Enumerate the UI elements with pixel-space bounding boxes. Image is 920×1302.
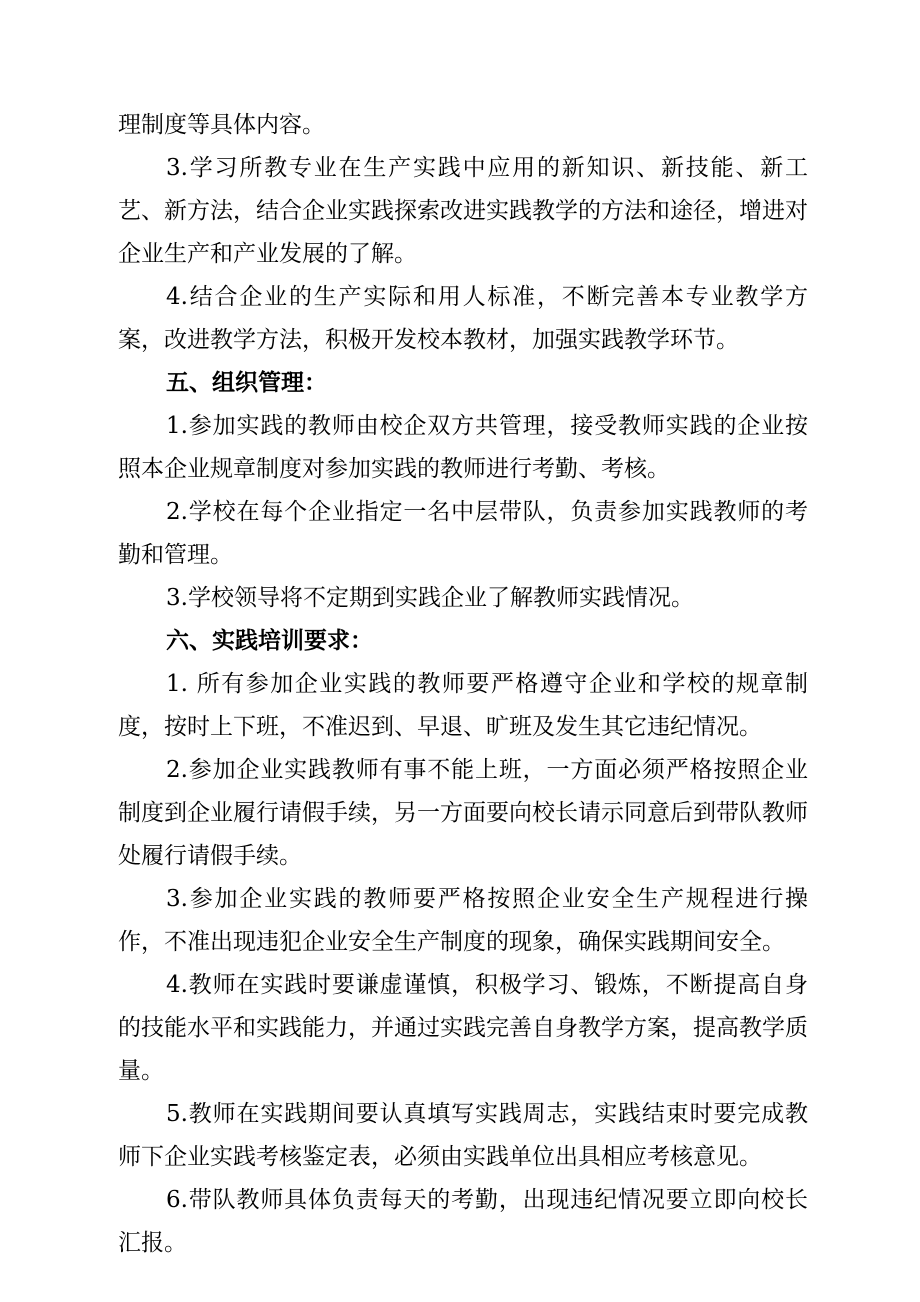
paragraph-req-item-6: 6.带队教师具体负责每天的考勤，出现违纪情况要立即向校长汇报。 bbox=[118, 1187, 808, 1256]
paragraph-req-item-1: 1. 所有参加企业实践的教师要严格遵守企业和学校的规章制度，按时上下班，不准迟到、早退、旷班及发生其它违纪情况。 bbox=[118, 671, 808, 740]
paragraph-req-item-5: 5.教师在实践期间要认真填写实践周志，实践结束时要完成教师下企业实践考核鉴定表，必须由实践单位出具相应考核意见。 bbox=[118, 1101, 808, 1170]
paragraph-req-item-2: 2.参加企业实践教师有事不能上班，一方面必须严格按照企业制度到企业履行请假手续，另一方面要向校长请示同意后到带队教师处履行请假手续。 bbox=[118, 757, 808, 869]
paragraph-item-4-curriculum: 4.结合企业的生产实际和用人标准，不断完善本专业教学方案，改进教学方法，积极开发校本教材，加强实践教学环节。 bbox=[118, 284, 808, 353]
paragraph-org-item-3: 3.学校领导将不定期到实践企业了解教师实践情况。 bbox=[166, 585, 694, 611]
paragraph-org-item-2: 2.学校在每个企业指定一名中层带队，负责参加实践教师的考勤和管理。 bbox=[118, 499, 808, 568]
section-heading-requirements: 六、实践培训要求： bbox=[166, 628, 373, 654]
paragraph-req-item-4: 4.教师在实践时要谦虚谨慎，积极学习、锻炼，不断提高自身的技能水平和实践能力，并通过实践完善自身教学方案，提高教学质量。 bbox=[118, 972, 808, 1084]
paragraph-org-item-1: 1.参加实践的教师由校企双方共管理，接受教师实践的企业按照本企业规章制度对参加实践的教师进行考勤、考核。 bbox=[118, 413, 808, 482]
paragraph-req-item-3: 3.参加企业实践的教师要严格按照企业安全生产规程进行操作，不准出现违犯企业安全生产制度的现象，确保实践期间安全。 bbox=[118, 886, 808, 955]
paragraph-item-3-learning: 3.学习所教专业在生产实践中应用的新知识、新技能、新工艺、新方法，结合企业实践探索改进实践教学的方法和途径，增进对企业生产和产业发展的了解。 bbox=[118, 155, 808, 267]
section-heading-organization: 五、组织管理： bbox=[166, 370, 327, 396]
paragraph-continuation: 理制度等具体内容。 bbox=[118, 112, 325, 138]
document-body bbox=[118, 104, 808, 1265]
